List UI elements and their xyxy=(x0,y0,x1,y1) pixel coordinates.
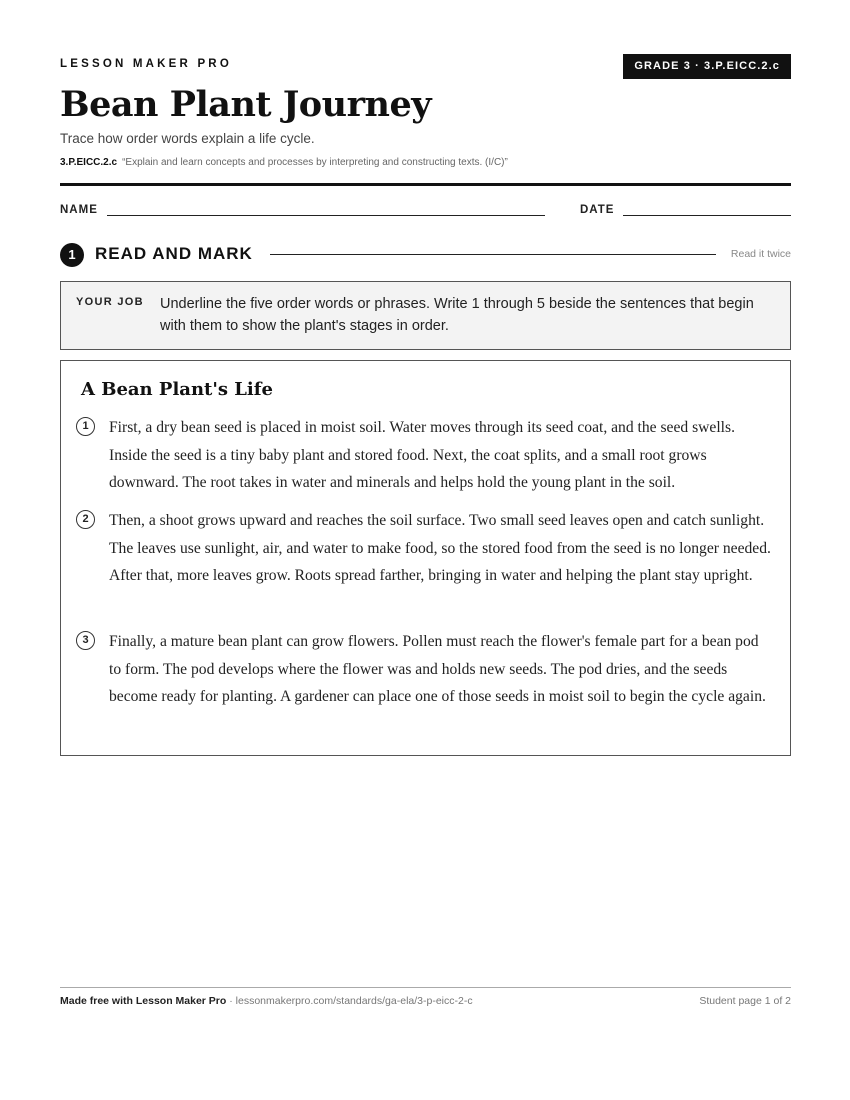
paragraph-number-badge: 1 xyxy=(76,417,95,436)
footer-credit xyxy=(60,995,473,1007)
footer-divider xyxy=(60,987,791,988)
section-number-badge: 1 xyxy=(60,243,84,267)
your-job-label: YOUR JOB xyxy=(76,296,144,308)
standard-text: “Explain and learn concepts and processes by interpreting and constructing texts. (I/C)” xyxy=(122,157,508,168)
section-divider xyxy=(270,254,716,255)
passage-title: A Bean Plant's Life xyxy=(81,379,273,400)
passage-paragraph: Finally, a mature bean plant can grow flowers. Pollen must reach the flower's female part for a bean pod to form. The pod develops where the flower was and holds new seeds. The pod dries, and the seeds become ready for planting. A gardener can place one of those seeds in moist soil to begin the cycle again. xyxy=(109,633,766,705)
standard-line xyxy=(60,157,508,168)
brand-name: LESSON MAKER PRO xyxy=(60,58,232,70)
paragraph-number-badge: 3 xyxy=(76,631,95,650)
worksheet-page xyxy=(60,0,791,1100)
page-title: Bean Plant Journey xyxy=(60,84,432,125)
section-title: READ AND MARK xyxy=(95,244,253,263)
grade-badge: GRADE 3 · 3.P.EICC.2.c xyxy=(623,54,791,79)
date-field[interactable] xyxy=(623,215,791,216)
date-label: DATE xyxy=(580,204,615,216)
footer-separator: · xyxy=(226,995,236,1007)
your-job-text: Underline the five order words or phrases. Write 1 through 5 beside the sentences that begin with them to show the plant's stages in order. xyxy=(160,296,754,334)
section-read-and-mark xyxy=(60,242,791,266)
your-job-box xyxy=(60,281,791,350)
standard-code: 3.P.EICC.2.c xyxy=(60,157,118,168)
passage-paragraph: Then, a shoot grows upward and reaches the soil surface. Two small seed leaves open and catch sunlight. The leaves use sunlight, air, and water to make food, so the stored food from the seed is no longer needed. After that, more leaves grow. Roots spread farther, bringing in water and helping the plant stay upright. xyxy=(109,512,771,584)
footer-made-with: Made free with Lesson Maker Pro xyxy=(60,995,227,1007)
footer-page-label: Student page 1 of 2 xyxy=(699,995,791,1007)
paragraph-number-badge: 2 xyxy=(76,510,95,529)
page-subtitle: Trace how order words explain a life cycle. xyxy=(60,131,315,146)
section-hint: Read it twice xyxy=(730,248,791,260)
footer-url[interactable]: lessonmakerpro.com/standards/ga-ela/3-p-eicc-2-c xyxy=(235,995,473,1007)
passage-paragraph: First, a dry bean seed is placed in moist soil. Water moves through its seed coat, and the seed swells. Inside the seed is a tiny baby plant and stored food. Next, the coat splits, and a small root grows downward. The root takes in water and minerals and helps hold the young plant in the soil. xyxy=(109,419,735,491)
name-label: NAME xyxy=(60,204,98,216)
header-divider xyxy=(60,183,791,186)
reading-passage xyxy=(60,360,791,756)
name-field[interactable] xyxy=(107,215,545,216)
